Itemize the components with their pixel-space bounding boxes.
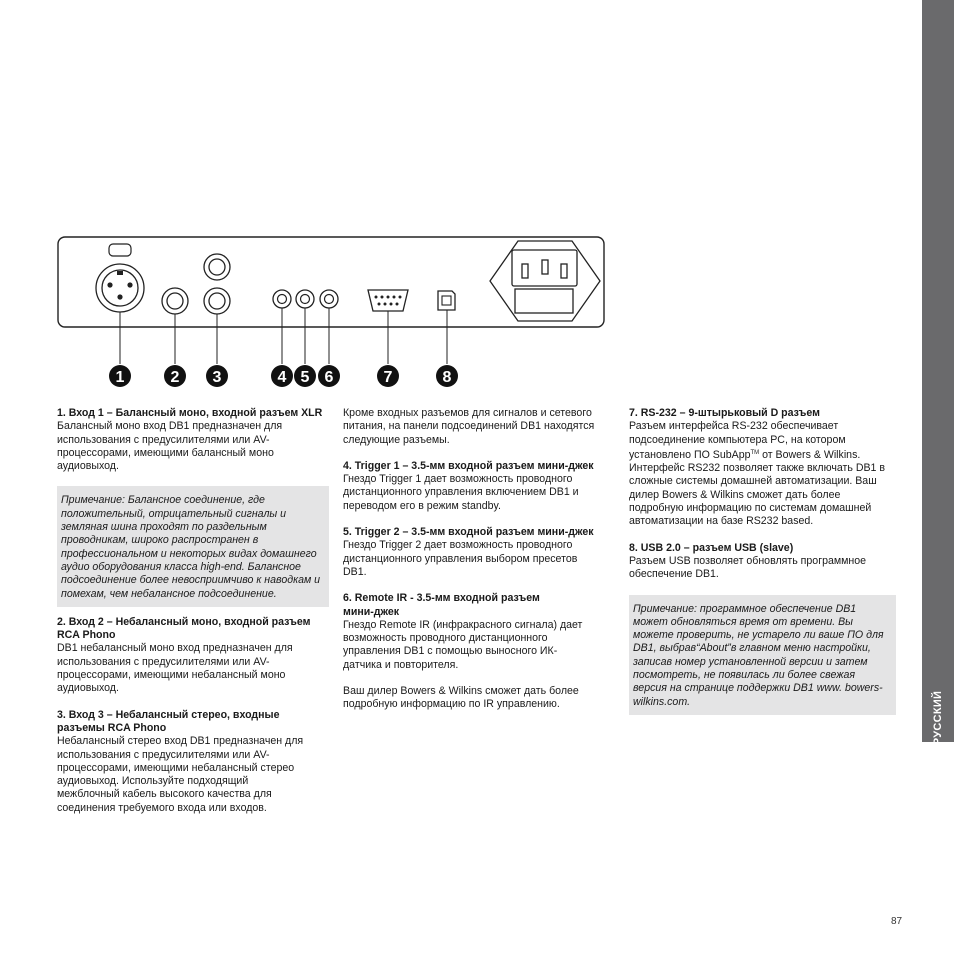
text-column-3 (629, 407, 896, 724)
trademark-mark: TM (750, 449, 760, 456)
section-rs232 (629, 407, 896, 529)
section-body (629, 420, 887, 528)
page-number: 87 (891, 916, 903, 927)
callout-1 (109, 365, 131, 387)
section-input-2 (57, 616, 329, 696)
section-title: 7. RS-232 – 9-штырьковый D разъем (629, 407, 820, 419)
section-body: Гнездо Remote IR (инфракрасного сигнала) дает возможность проводного дистанционного управления DB1 с помощью выносного ИК-датчика и повторителя. (343, 618, 583, 671)
section-body: Небалансный стерео вход DB1 предназначен для использования с предусилителями или AV-процессорами, имеющими небалансный стерео аудиовыход. Используйте подходящий межблочный кабель высокого качества для соединения требуемого входа или входов. (57, 735, 304, 814)
rear-panel-diagram (0, 0, 954, 400)
outro-text: Ваш дилер Bowers & Wilkins сможет дать более подробную информацию по IR управлению. (343, 685, 579, 711)
text-column-2 (343, 407, 613, 725)
rs232-body-start: Разъем интерфейса RS-232 обеспечивает подсоединение компьютера PC, на котором установлено ПО SubApp (629, 420, 846, 461)
callout-3 (206, 365, 228, 387)
section-title: 2. Вход 2 – Небалансный моно, входной разъем RCA Phono (57, 615, 311, 642)
section-body: Гнездо Trigger 1 дает возможность проводного дистанционного управления включением DB1 и переводом его в режим standby. (343, 473, 579, 512)
svg-text:5: 5 (300, 369, 310, 386)
callout-badges (109, 365, 458, 387)
section-title: 3. Вход 3 – Небалансный стерео, входные разъемы RCA Phono (57, 708, 280, 734)
rs232-body-end: от Bowers & Wilkins. Интерфейс RS232 позволяет также включать DB1 в сложные системы домашней автоматизации. Ваш дилер Bowers & Wilkins сможет дать более подробную информацию по системам домашней автоматизации на базе RS232 based. (629, 448, 885, 528)
section-title: 5. Trigger 2 – 3.5-мм входной разъем мини-джек (343, 526, 594, 539)
svg-text:6: 6 (324, 369, 334, 386)
section-trigger-2 (343, 526, 613, 579)
intro-text: Кроме входных разъемов для сигналов и сетевого питания, на панели подсоединений DB1 находятся следующие разъемы. (343, 407, 595, 446)
callout-8 (436, 365, 458, 387)
callout-5 (294, 365, 316, 387)
section-trigger-1 (343, 460, 613, 513)
section-usb (629, 542, 896, 582)
svg-text:2: 2 (170, 369, 180, 386)
section-remote-ir (343, 592, 613, 672)
svg-text:8: 8 (442, 369, 452, 386)
svg-text:1: 1 (115, 369, 125, 386)
section-title: 8. USB 2.0 – разъем USB (slave) (629, 541, 794, 554)
svg-text:3: 3 (212, 369, 222, 386)
mini-jack-connectors (273, 290, 338, 308)
section-title: 6. Remote IR - 3.5-мм входной разъем мини-джек (343, 592, 540, 618)
section-title: 1. Вход 1 – Балансный моно, входной разъем XLR (57, 407, 323, 419)
usb-connector (438, 291, 455, 310)
svg-text:4: 4 (277, 369, 287, 386)
callout-7 (377, 365, 399, 387)
section-input-1 (57, 407, 329, 473)
section-outro (343, 685, 613, 712)
note-software-update: Примечание: программное обеспечение DB1 может обновляться время от времени. Вы можете проверить, не устарело ли ваше ПО для DB1, выбрав“About”в главном меню настройки, записав номер установленной версии и затем посмотреть, не появилась ли более свежая версия на странице поддержки DB1 www. bowers-wilkins.com. (629, 595, 896, 715)
section-body: Разъем USB позволяет обновлять программное обеспечение DB1. (629, 554, 867, 581)
rca-mono-connector (162, 288, 188, 314)
section-title: 4. Trigger 1 – 3.5-мм входной разъем мини-джек (343, 459, 594, 472)
language-label: РУССКИЙ (932, 690, 944, 746)
section-input-3 (57, 709, 329, 815)
note-balanced-connection: Примечание: Балансное соединение, где положительный, отрицательный сигналы и земляная шина проходят по раздельным проводникам, широко распространен в профессиональном и некоторых видах домашнего аудио оборудования класса high-end. Балансное подсоединение более невосприимчиво к наводкам и помехам, чем небалансное подсоединение. (57, 486, 329, 606)
text-column-1 (57, 407, 329, 828)
svg-text:7: 7 (383, 369, 393, 386)
section-body: Гнездо Trigger 2 дает возможность проводного дистанционного управления выбором пресетов DB1. (343, 539, 578, 578)
section-body: Балансный моно вход DB1 предназначен для использования с предусилителями или AV-процессорами, имеющими балансный моно аудиовыход. (57, 420, 283, 473)
section-intro (343, 407, 613, 447)
rs232-connector (368, 290, 408, 311)
section-body: DB1 небалансный моно вход предназначен для использования с предусилителями или AV-процессорами, имеющими небалансный моно аудиовыход. (57, 642, 293, 695)
callout-6 (318, 365, 340, 387)
callout-2 (164, 365, 186, 387)
callout-4 (271, 365, 293, 387)
